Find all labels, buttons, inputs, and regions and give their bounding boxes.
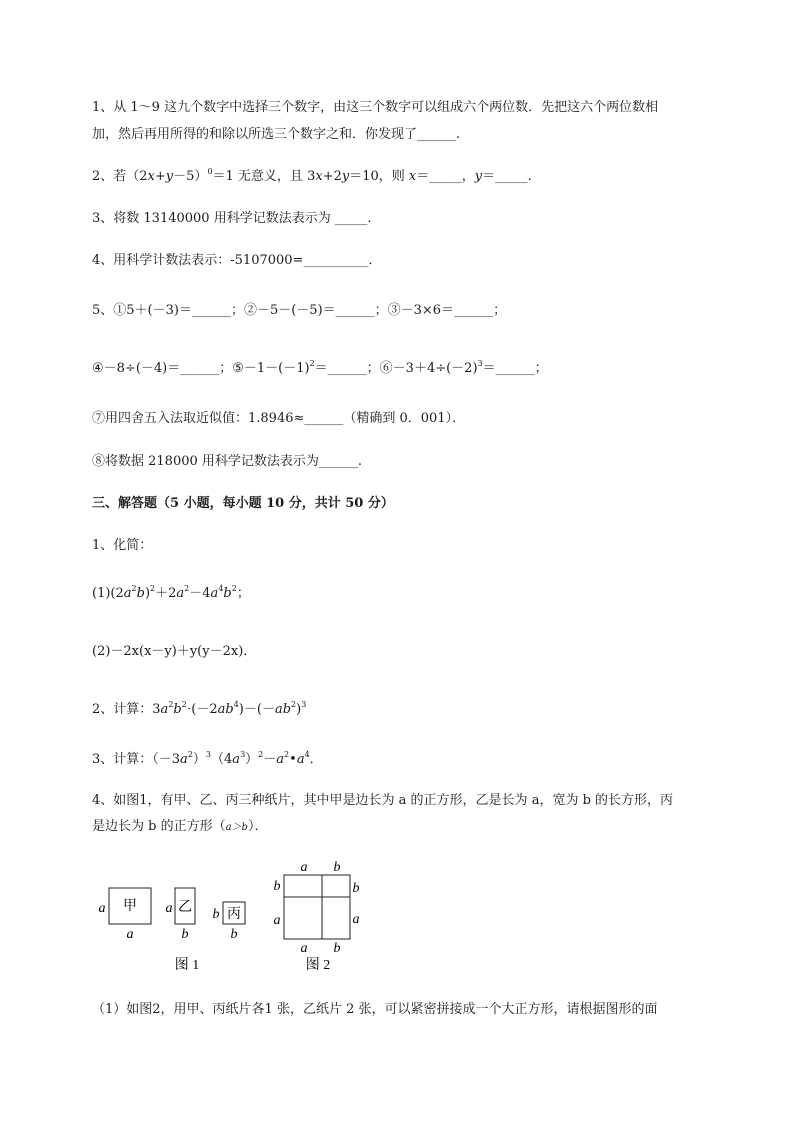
q5-row4: ⑧将数据 218000 用科学记数法表示为______.: [92, 454, 363, 469]
left-b: b: [273, 879, 281, 894]
yi-side-a: a: [165, 901, 173, 916]
q1-line2: 加，然后再用所得的和除以所选三个数字之和．你发现了______.: [92, 127, 461, 142]
yi-bottom-b: b: [181, 927, 189, 942]
p4-sub1: （1）如图2，用甲、丙纸片各1 张，乙纸片 2 张，可以紧密拼接成一个大正方形，请根据图形的面: [92, 1002, 658, 1017]
section3-title: 三、解答题（5 小题，每小题 10 分，共计 50 分）: [92, 496, 394, 511]
p3: 3、计算：$(-3a^2)^3(4a^3)^2-a^2•a^4$．: [92, 750, 323, 767]
fig2-caption: 图 2: [305, 958, 331, 973]
yi-label: 乙: [178, 900, 192, 915]
p2: 2、计算：$3a^2b^2\cdot(-2ab^4)-(-ab^2)^3$: [92, 700, 307, 717]
figure-1: [99, 888, 246, 973]
p4-line2: 是边长为 b 的正方形（a＞b）．: [92, 819, 268, 834]
top-a: a: [300, 860, 308, 875]
p1-title: 1、化简：: [92, 538, 153, 553]
q2: 2、若$(2x+y-5)^0=1$ 无意义，且 3x+2y＝10，则 x＝_____，y＝_____.: [92, 167, 532, 184]
fig1-caption: 图 1: [174, 958, 200, 973]
left-a: a: [273, 913, 281, 928]
q3: 3、将数 13140000 用科学记数法表示为 _____.: [92, 211, 372, 226]
q4: 4、用科学计数法表示：-5107000=__________．: [92, 253, 382, 268]
jia-side-a: a: [98, 901, 106, 916]
figures: [90, 852, 390, 982]
bing-side-b: b: [212, 907, 220, 922]
q5-row2: ④－8÷(－4)＝______；$⑤-1-(-1)^2=\_\_\_\_\_\_$；$⑥-3+4\div(-2)^3=\_\_\_\_\_\_$；: [92, 359, 548, 376]
p1-a: $(1)(2a^2b)^2+2a^2-4a^4b^2$；: [92, 584, 250, 601]
p1-b: (2)－2x(x－y)＋y(y－2x)．: [92, 644, 257, 659]
right-a: a: [352, 912, 360, 927]
p4-line1: 4、如图1，有甲、乙、丙三种纸片，其中甲是边长为 a 的正方形，乙是长为 a，宽为 b 的长方形，丙: [92, 793, 674, 808]
top-b: b: [333, 860, 341, 875]
bottom-a: a: [300, 941, 308, 956]
q5-row1: 5、①5＋(－3)＝______；②－5－(－5)＝______；③－3×6＝______；: [92, 303, 507, 318]
figure-2: [274, 860, 360, 973]
bing-label: 丙: [227, 907, 241, 922]
right-b: b: [352, 881, 360, 896]
jia-label: 甲: [123, 899, 137, 914]
bottom-b: b: [333, 941, 341, 956]
q5-row3: ⑦用四舍五入法取近似值：1.8946≈______（精确到 0．001）．: [92, 411, 466, 426]
q1-line1: 1、从 1～9 这九个数字中选择三个数字，由这三个数字可以组成六个两位数．先把这六个两位数相: [92, 100, 659, 115]
big-square: [284, 875, 350, 939]
bing-bottom-b: b: [230, 927, 238, 942]
jia-bottom-a: a: [126, 927, 134, 942]
